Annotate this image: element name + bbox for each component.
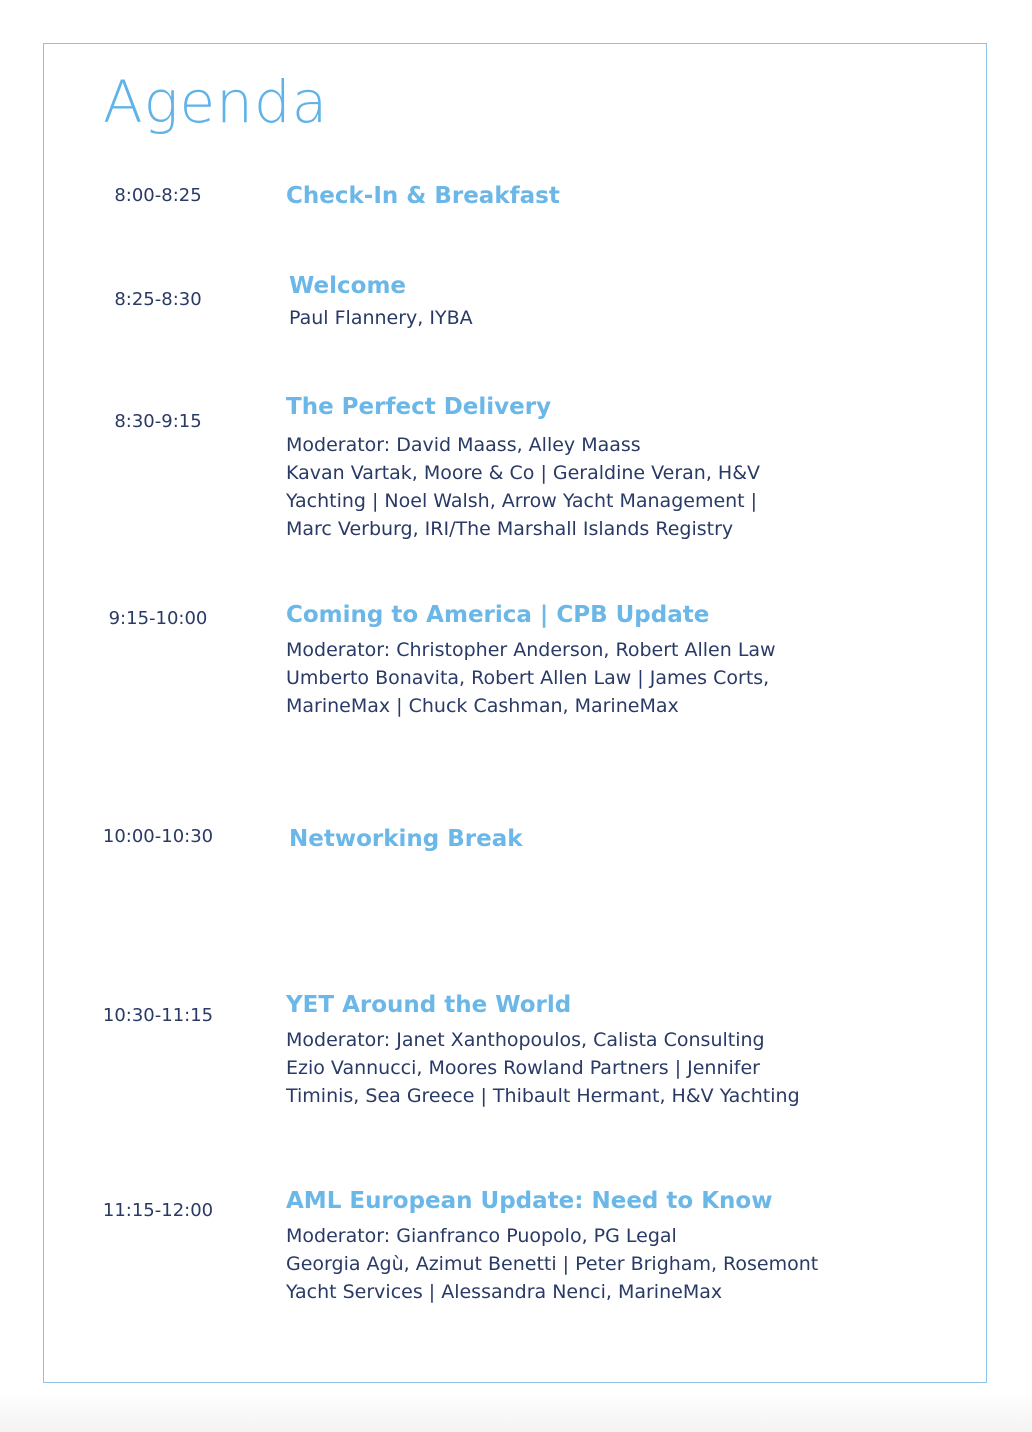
session-title: Coming to America | CPB Update [286, 602, 710, 628]
page-title: Agenda [103, 68, 329, 136]
session-speakers [286, 431, 906, 543]
speaker-line: Yachting | Noel Walsh, Arrow Yacht Management | [286, 490, 758, 512]
session-time: 8:00-8:25 [114, 185, 202, 206]
speaker-line: MarineMax | Chuck Cashman, MarineMax [286, 695, 679, 717]
session-speakers [286, 1222, 906, 1306]
session-time: 8:25-8:30 [114, 289, 202, 310]
speaker-line: Marc Verburg, IRI/The Marshall Islands Registry [286, 518, 734, 540]
speaker-line: Kavan Vartak, Moore & Co | Geraldine Veran, H&V [286, 462, 761, 484]
speaker-line: Georgia Agù, Azimut Benetti | Peter Brigham, Rosemont [286, 1253, 819, 1275]
session-time: 10:30-11:15 [102, 1005, 214, 1026]
session-title: The Perfect Delivery [286, 394, 552, 420]
session-title: Check-In & Breakfast [286, 183, 560, 209]
speaker-line: Umberto Bonavita, Robert Allen Law | James Corts, [286, 667, 770, 689]
session-speakers [286, 636, 906, 720]
speaker-line: Moderator: Christopher Anderson, Robert Allen Law [286, 639, 776, 661]
session-speakers [289, 304, 909, 332]
session-title: Welcome [289, 273, 407, 299]
speaker-line: Yacht Services | Alessandra Nenci, MarineMax [286, 1281, 723, 1303]
session-title: YET Around the World [286, 992, 572, 1018]
session-speakers [286, 1026, 906, 1110]
speaker-line: Moderator: David Maass, Alley Maass [286, 434, 641, 456]
session-time: 8:30-9:15 [114, 411, 202, 432]
session-time: 9:15-10:00 [108, 608, 208, 629]
speaker-line: Ezio Vannucci, Moores Rowland Partners | Jennifer [286, 1057, 760, 1079]
session-title: AML European Update: Need to Know [286, 1188, 773, 1214]
page-bottom-shadow [0, 1392, 1032, 1432]
session-title: Networking Break [289, 826, 523, 852]
speaker-line: Moderator: Gianfranco Puopolo, PG Legal [286, 1225, 677, 1247]
speaker-line: Paul Flannery, IYBA [289, 307, 473, 329]
speaker-line: Moderator: Janet Xanthopoulos, Calista Consulting [286, 1029, 765, 1051]
session-time: 10:00-10:30 [102, 826, 214, 847]
speaker-line: Timinis, Sea Greece | Thibault Hermant, H&V Yachting [286, 1085, 800, 1107]
session-time: 11:15-12:00 [102, 1200, 214, 1221]
